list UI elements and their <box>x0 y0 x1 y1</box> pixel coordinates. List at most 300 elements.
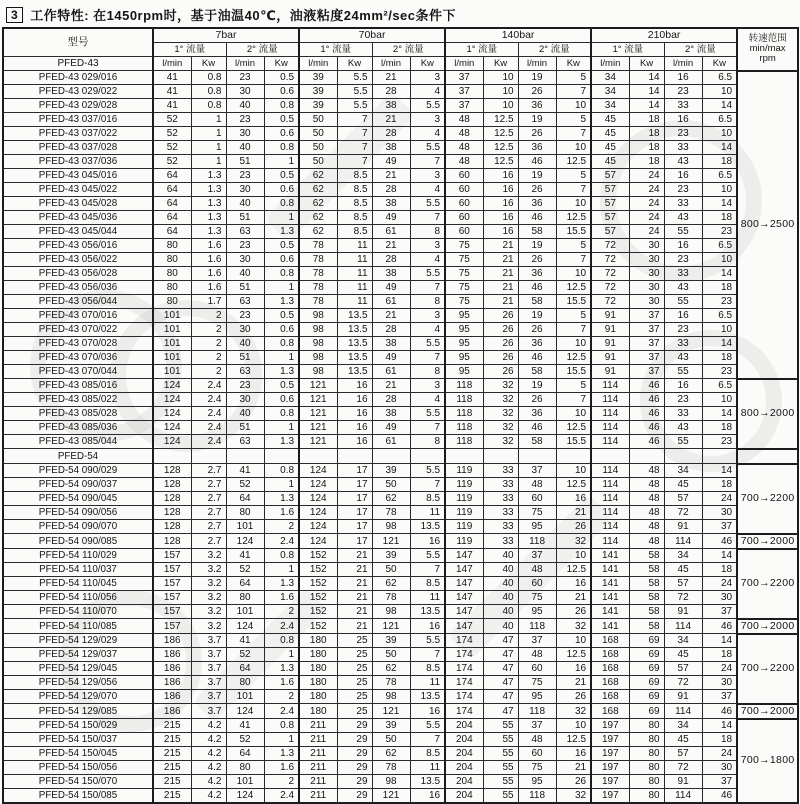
model-cell: PFED-43 070/016 <box>3 309 153 323</box>
power-value-cell: 30 <box>629 253 664 267</box>
flow-value-cell: 62 <box>299 211 337 225</box>
flow-value-cell: 124 <box>153 379 191 393</box>
power-value-cell: 8 <box>410 435 445 449</box>
flow-value-cell: 49 <box>372 155 410 169</box>
power-value-cell: 4 <box>410 127 445 141</box>
flow-value-cell: 78 <box>299 267 337 281</box>
table-row <box>3 775 798 789</box>
flow-value-cell: 58 <box>518 435 556 449</box>
table-row <box>3 464 798 478</box>
power-value-cell: 32 <box>556 704 591 719</box>
power-value-cell: 21 <box>337 549 372 563</box>
power-value-cell: 30 <box>629 281 664 295</box>
flow-value-cell: 119 <box>445 478 483 492</box>
power-value-cell: 18 <box>702 478 737 492</box>
power-value-cell: 37 <box>629 337 664 351</box>
flow-value-cell: 128 <box>153 464 191 478</box>
flow-value-cell: 72 <box>664 761 702 775</box>
power-value-cell: 3.2 <box>191 619 226 634</box>
power-value-cell: 1.6 <box>191 253 226 267</box>
power-value-cell <box>629 449 664 464</box>
power-value-cell <box>410 449 445 464</box>
flow-value-cell: 16 <box>664 239 702 253</box>
power-value-cell: 1 <box>191 141 226 155</box>
table-row <box>3 127 798 141</box>
flow-value-cell: 28 <box>372 253 410 267</box>
power-value-cell: 4.2 <box>191 719 226 733</box>
flow-value-cell: 204 <box>445 747 483 761</box>
flow-value-cell: 16 <box>664 113 702 127</box>
flow-value-cell: 211 <box>299 733 337 747</box>
flow-value-cell: 40 <box>226 267 264 281</box>
flow-value-cell: 95 <box>445 337 483 351</box>
power-value-cell: 3.2 <box>191 563 226 577</box>
flow-value-cell: 147 <box>445 577 483 591</box>
power-value-cell: 33 <box>483 492 518 506</box>
power-value-cell: 58 <box>629 605 664 619</box>
power-value-cell: 6.5 <box>702 113 737 127</box>
power-value-cell: 1.6 <box>264 676 299 690</box>
power-value-cell: 2.7 <box>191 506 226 520</box>
flow-value-cell: 28 <box>372 393 410 407</box>
rpm-range-cell: 700→2000 <box>737 619 798 634</box>
flow-value-cell: 118 <box>518 704 556 719</box>
power-value-cell: 2.4 <box>264 704 299 719</box>
power-value-cell: 10 <box>702 127 737 141</box>
flow-value-cell: 52 <box>226 563 264 577</box>
flow-value-cell: 33 <box>664 267 702 281</box>
power-value-cell: 58 <box>629 549 664 563</box>
unit-header-lmin: l/min <box>372 57 410 71</box>
flow-value-cell: 124 <box>153 407 191 421</box>
flow-value-cell: 174 <box>445 690 483 704</box>
flow-value-cell: 52 <box>226 733 264 747</box>
flow-value-cell: 124 <box>299 492 337 506</box>
unit-header-kw: Kw <box>483 57 518 71</box>
flow-value-cell: 23 <box>226 71 264 85</box>
power-value-cell: 46 <box>702 789 737 804</box>
flow-value-cell: 63 <box>226 295 264 309</box>
power-value-cell: 4.2 <box>191 775 226 789</box>
power-value-cell: 24 <box>629 197 664 211</box>
table-row <box>3 789 798 804</box>
power-value-cell: 40 <box>483 605 518 619</box>
power-value-cell: 21 <box>483 253 518 267</box>
flow-value-cell: 186 <box>153 690 191 704</box>
flow-value-cell: 204 <box>445 775 483 789</box>
power-value-cell: 16 <box>410 704 445 719</box>
flow-value-cell: 50 <box>372 733 410 747</box>
power-value-cell: 32 <box>483 407 518 421</box>
flow-value-cell: 26 <box>518 253 556 267</box>
performance-table <box>2 27 799 804</box>
flow-value-cell: 50 <box>372 648 410 662</box>
power-value-cell: 0.8 <box>264 197 299 211</box>
table-row <box>3 719 798 733</box>
power-value-cell <box>702 449 737 464</box>
flow-value-cell: 30 <box>226 253 264 267</box>
power-value-cell: 7 <box>410 421 445 435</box>
power-value-cell: 5.5 <box>410 634 445 648</box>
table-row <box>3 295 798 309</box>
flow-value-cell: 157 <box>153 549 191 563</box>
flow-value-cell: 34 <box>664 719 702 733</box>
rpm-range-cell: 700→2000 <box>737 704 798 719</box>
flow-value-cell: 41 <box>226 719 264 733</box>
power-value-cell: 8 <box>410 365 445 379</box>
power-value-cell: 10 <box>556 464 591 478</box>
power-value-cell: 30 <box>702 676 737 690</box>
flow-value-cell: 98 <box>372 690 410 704</box>
power-value-cell: 37 <box>702 775 737 789</box>
power-value-cell: 2 <box>264 690 299 704</box>
flow-value-cell: 152 <box>299 591 337 605</box>
model-cell: PFED-43 056/016 <box>3 239 153 253</box>
power-value-cell: 14 <box>702 634 737 648</box>
power-value-cell: 10 <box>556 267 591 281</box>
model-cell: PFED-54 150/085 <box>3 789 153 804</box>
flow-value-cell: 51 <box>226 421 264 435</box>
flow-value-cell: 16 <box>664 169 702 183</box>
model-cell: PFED-43 037/028 <box>3 141 153 155</box>
flow-value-cell: 45 <box>591 113 629 127</box>
power-value-cell: 18 <box>629 141 664 155</box>
flow-value-cell: 48 <box>445 141 483 155</box>
power-value-cell: 7 <box>337 127 372 141</box>
power-value-cell: 16 <box>410 789 445 804</box>
power-value-cell: 29 <box>337 789 372 804</box>
power-value-cell: 14 <box>702 197 737 211</box>
flow-value-cell: 60 <box>445 211 483 225</box>
flow-value-cell: 41 <box>226 549 264 563</box>
flow-value-cell: 180 <box>299 704 337 719</box>
model-cell: PFED-43 045/022 <box>3 183 153 197</box>
power-value-cell: 10 <box>483 99 518 113</box>
flow-value-cell: 62 <box>372 662 410 676</box>
flow-value-cell: 21 <box>372 379 410 393</box>
flow-value-cell: 141 <box>591 577 629 591</box>
power-value-cell: 10 <box>483 71 518 85</box>
model-cell: PFED-54 129/056 <box>3 676 153 690</box>
flow-value-cell: 57 <box>664 662 702 676</box>
flow-value-cell: 80 <box>153 281 191 295</box>
flow-value-cell: 39 <box>299 85 337 99</box>
flow-value-cell: 61 <box>372 295 410 309</box>
power-value-cell: 2.4 <box>191 393 226 407</box>
flow-value-cell: 124 <box>153 393 191 407</box>
flow-value-cell: 80 <box>153 239 191 253</box>
power-value-cell: 21 <box>337 605 372 619</box>
power-value-cell: 46 <box>629 379 664 393</box>
model-cell: PFED-43 029/022 <box>3 85 153 99</box>
power-value-cell: 29 <box>337 761 372 775</box>
power-value-cell: 37 <box>629 323 664 337</box>
power-value-cell: 21 <box>337 563 372 577</box>
model-cell: PFED-43 045/028 <box>3 197 153 211</box>
flow-value-cell: 37 <box>518 464 556 478</box>
flow-value-cell: 101 <box>153 309 191 323</box>
flow-value-cell: 62 <box>299 169 337 183</box>
flow-value-cell: 114 <box>591 506 629 520</box>
table-row <box>3 183 798 197</box>
power-value-cell: 5.5 <box>337 71 372 85</box>
flow-value-cell: 45 <box>664 733 702 747</box>
power-value-cell: 11 <box>337 267 372 281</box>
power-value-cell: 0.8 <box>264 141 299 155</box>
flow-value-cell: 38 <box>372 141 410 155</box>
power-value-cell: 21 <box>483 239 518 253</box>
power-value-cell: 8.5 <box>337 169 372 183</box>
flow-value-cell: 50 <box>299 113 337 127</box>
power-value-cell: 10 <box>702 85 737 99</box>
power-value-cell: 48 <box>629 478 664 492</box>
flow-value-cell: 215 <box>153 761 191 775</box>
flow-value-cell: 197 <box>591 775 629 789</box>
power-value-cell: 4 <box>410 183 445 197</box>
power-value-cell: 25 <box>337 676 372 690</box>
flow-value-cell: 197 <box>591 761 629 775</box>
flow-value-cell: 197 <box>591 789 629 804</box>
flow-value-cell: 75 <box>518 506 556 520</box>
unit-header-lmin: l/min <box>153 57 191 71</box>
flow-value-cell: 119 <box>445 506 483 520</box>
power-value-cell: 69 <box>629 648 664 662</box>
flow-value-cell: 19 <box>518 239 556 253</box>
power-value-cell: 5.5 <box>410 464 445 478</box>
flow-value-cell: 118 <box>518 789 556 804</box>
model-cell: PFED-43 029/028 <box>3 99 153 113</box>
flow-value-cell: 45 <box>591 127 629 141</box>
flow-value-cell: 98 <box>299 365 337 379</box>
power-value-cell: 14 <box>629 71 664 85</box>
flow-value-cell: 121 <box>372 789 410 804</box>
power-value-cell: 30 <box>629 295 664 309</box>
flow-value-cell: 64 <box>226 492 264 506</box>
table-row <box>3 155 798 169</box>
power-value-cell: 18 <box>629 127 664 141</box>
power-value-cell: 8.5 <box>410 747 445 761</box>
flow-value-cell: 121 <box>372 619 410 634</box>
table-row <box>3 761 798 775</box>
flow-value-cell: 43 <box>664 421 702 435</box>
flow-value-cell: 168 <box>591 634 629 648</box>
model-cell: PFED-43 037/016 <box>3 113 153 127</box>
power-value-cell: 18 <box>702 351 737 365</box>
power-value-cell: 5 <box>556 71 591 85</box>
model-cell: PFED-43 070/044 <box>3 365 153 379</box>
flow-value-cell: 64 <box>153 197 191 211</box>
power-value-cell: 47 <box>483 676 518 690</box>
flow-value-cell: 124 <box>226 704 264 719</box>
flow-value-cell: 36 <box>518 337 556 351</box>
power-value-cell: 7 <box>337 155 372 169</box>
flow-subheader: 1° 流量 <box>591 43 664 57</box>
flow-value-cell: 64 <box>153 183 191 197</box>
power-value-cell: 18 <box>629 113 664 127</box>
power-value-cell: 18 <box>702 563 737 577</box>
flow-value-cell: 64 <box>153 169 191 183</box>
power-value-cell: 13.5 <box>337 323 372 337</box>
flow-value-cell: 91 <box>591 365 629 379</box>
power-value-cell: 10 <box>702 183 737 197</box>
flow-value-cell: 91 <box>664 520 702 534</box>
flow-value-cell: 211 <box>299 761 337 775</box>
flow-value-cell: 91 <box>664 690 702 704</box>
flow-value-cell: 124 <box>226 619 264 634</box>
power-value-cell: 7 <box>410 155 445 169</box>
model-cell: PFED-54 090/045 <box>3 492 153 506</box>
table-row <box>3 733 798 747</box>
model-cell: PFED-43 056/044 <box>3 295 153 309</box>
power-value-cell: 3 <box>410 113 445 127</box>
power-value-cell: 32 <box>483 379 518 393</box>
table-row <box>3 591 798 605</box>
power-value-cell: 3.7 <box>191 690 226 704</box>
power-value-cell: 0.6 <box>264 127 299 141</box>
flow-value-cell: 75 <box>518 761 556 775</box>
model-cell: PFED-54 090/070 <box>3 520 153 534</box>
power-value-cell: 13.5 <box>410 775 445 789</box>
flow-value-cell: 33 <box>664 337 702 351</box>
flow-value-cell: 124 <box>226 534 264 549</box>
flow-value-cell: 141 <box>591 549 629 563</box>
power-value-cell: 2 <box>264 605 299 619</box>
flow-value-cell: 39 <box>372 549 410 563</box>
flow-value-cell: 41 <box>226 634 264 648</box>
pressure-group-header: 210bar <box>591 28 737 43</box>
flow-value-cell: 72 <box>591 239 629 253</box>
flow-value-cell: 40 <box>226 337 264 351</box>
power-value-cell: 47 <box>483 648 518 662</box>
flow-value-cell: 50 <box>299 155 337 169</box>
sheet-title: 工作特性: 在1450rpm时，基于油温40℃，油液粘度24mm²/sec条件下 <box>30 8 457 23</box>
power-value-cell: 18 <box>702 155 737 169</box>
flow-value-cell: 121 <box>372 534 410 549</box>
flow-value-cell: 80 <box>226 506 264 520</box>
power-value-cell: 12.5 <box>556 648 591 662</box>
flow-value-cell: 211 <box>299 719 337 733</box>
flow-value-cell: 119 <box>445 520 483 534</box>
power-value-cell <box>337 449 372 464</box>
power-value-cell: 25 <box>337 648 372 662</box>
flow-value-cell: 63 <box>226 225 264 239</box>
flow-value-cell: 186 <box>153 676 191 690</box>
flow-value-cell: 19 <box>518 309 556 323</box>
flow-value-cell: 119 <box>445 492 483 506</box>
power-value-cell: 1.3 <box>264 747 299 761</box>
power-value-cell: 11 <box>410 761 445 775</box>
table-row <box>3 421 798 435</box>
power-value-cell: 2.4 <box>191 407 226 421</box>
model-cell: PFED-54 129/070 <box>3 690 153 704</box>
power-value-cell: 21 <box>483 281 518 295</box>
flow-value-cell: 50 <box>299 127 337 141</box>
model-cell: PFED-54 110/045 <box>3 577 153 591</box>
power-value-cell: 2.4 <box>191 421 226 435</box>
flow-value-cell: 114 <box>591 393 629 407</box>
power-value-cell: 33 <box>483 506 518 520</box>
flow-value-cell: 101 <box>226 775 264 789</box>
flow-value-cell: 141 <box>591 605 629 619</box>
flow-value-cell: 101 <box>226 605 264 619</box>
flow-value-cell: 21 <box>372 71 410 85</box>
power-value-cell: 2.7 <box>191 478 226 492</box>
flow-value-cell: 114 <box>591 407 629 421</box>
power-value-cell: 48 <box>629 520 664 534</box>
flow-value-cell: 114 <box>664 789 702 804</box>
flow-value-cell: 128 <box>153 492 191 506</box>
flow-value-cell: 45 <box>591 155 629 169</box>
flow-value-cell: 211 <box>299 747 337 761</box>
power-value-cell: 25 <box>337 662 372 676</box>
flow-value-cell: 52 <box>153 141 191 155</box>
power-value-cell: 10 <box>556 197 591 211</box>
flow-value-cell: 95 <box>445 309 483 323</box>
flow-value-cell: 57 <box>591 211 629 225</box>
flow-value-cell: 45 <box>664 478 702 492</box>
flow-value-cell: 45 <box>664 648 702 662</box>
power-value-cell: 21 <box>337 577 372 591</box>
power-value-cell: 1.3 <box>191 225 226 239</box>
power-value-cell: 7 <box>410 478 445 492</box>
flow-value-cell: 58 <box>518 225 556 239</box>
flow-value-cell: 28 <box>372 85 410 99</box>
power-value-cell: 16 <box>483 197 518 211</box>
flow-value-cell: 80 <box>226 591 264 605</box>
flow-value-cell: 60 <box>445 225 483 239</box>
table-row <box>3 577 798 591</box>
flow-value-cell: 51 <box>226 211 264 225</box>
power-value-cell: 0.5 <box>264 169 299 183</box>
model-cell: PFED-54 150/070 <box>3 775 153 789</box>
power-value-cell: 13.5 <box>337 337 372 351</box>
power-value-cell: 47 <box>483 704 518 719</box>
flow-value-cell: 114 <box>591 379 629 393</box>
flow-value-cell: 186 <box>153 704 191 719</box>
power-value-cell: 29 <box>337 719 372 733</box>
power-value-cell: 1.3 <box>264 225 299 239</box>
power-value-cell: 8 <box>410 225 445 239</box>
flow-value-cell: 52 <box>153 113 191 127</box>
power-value-cell: 16 <box>556 577 591 591</box>
flow-value-cell: 64 <box>226 747 264 761</box>
power-value-cell: 0.8 <box>264 267 299 281</box>
power-value-cell: 7 <box>556 323 591 337</box>
flow-value-cell: 43 <box>664 281 702 295</box>
power-value-cell: 40 <box>483 577 518 591</box>
power-value-cell: 7 <box>337 141 372 155</box>
flow-value-cell: 174 <box>445 704 483 719</box>
power-value-cell: 12.5 <box>556 281 591 295</box>
flow-value-cell: 16 <box>664 379 702 393</box>
flow-value-cell: 21 <box>372 169 410 183</box>
power-value-cell: 12.5 <box>556 733 591 747</box>
power-value-cell: 32 <box>556 789 591 804</box>
table-row <box>3 365 798 379</box>
flow-value-cell: 80 <box>153 267 191 281</box>
power-value-cell: 1 <box>264 155 299 169</box>
flow-value-cell: 114 <box>591 534 629 549</box>
flow-value-cell: 52 <box>226 648 264 662</box>
power-value-cell: 18 <box>702 733 737 747</box>
flow-value-cell: 98 <box>299 337 337 351</box>
power-value-cell: 11 <box>337 281 372 295</box>
flow-value-cell: 23 <box>226 309 264 323</box>
flow-value-cell: 168 <box>591 648 629 662</box>
power-value-cell: 55 <box>483 747 518 761</box>
power-value-cell: 13.5 <box>410 690 445 704</box>
flow-value-cell: 75 <box>445 295 483 309</box>
